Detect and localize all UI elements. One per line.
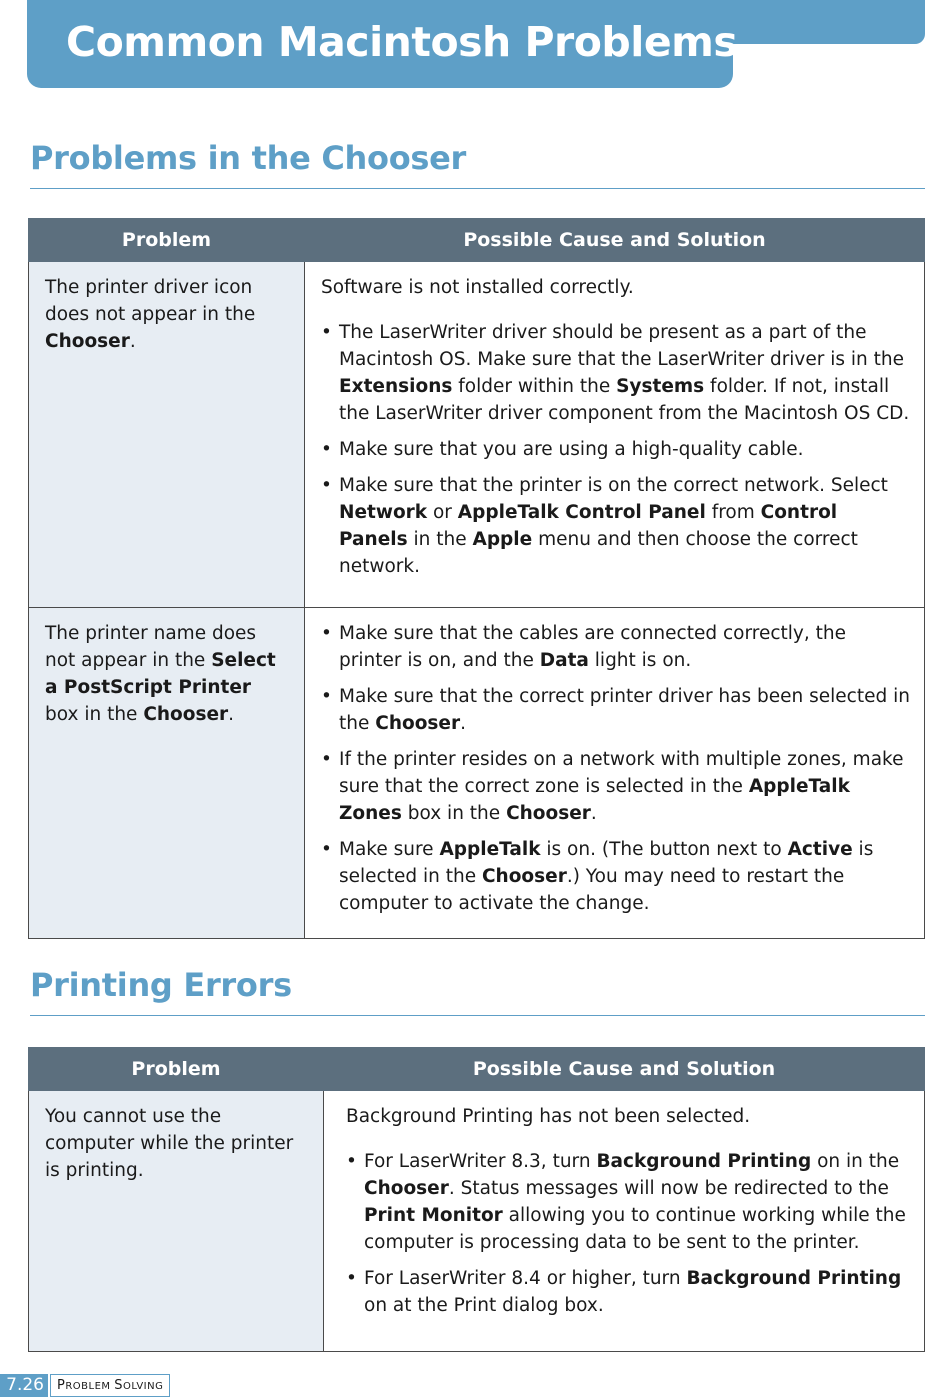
text-run: in the (407, 529, 473, 550)
chapter-initial: P (57, 1378, 66, 1393)
solution-column-header: Possible Cause and Solution (305, 219, 925, 262)
text-run: The LaserWriter driver should be present as a part of the Macintosh OS. Make sure that the LaserWriter driver is in the (339, 322, 905, 370)
emphasized-term: AppleTalk Zones (339, 776, 850, 824)
text-run: from (705, 502, 761, 523)
text-run: .) You may need to restart the computer to activate the change. (339, 866, 845, 914)
emphasized-term: Data (539, 650, 589, 671)
problem-column-header: Problem (29, 219, 305, 262)
table-row (29, 262, 925, 608)
section-title-chooser: Problems in the Chooser (30, 139, 467, 177)
emphasized-term: AppleTalk Control Panel (457, 502, 706, 523)
emphasized-term: Systems (616, 376, 705, 397)
text-run: Make sure that the printer is on the correct network. Select (339, 475, 888, 496)
emphasized-term: Chooser (45, 331, 130, 352)
cause-text: Software is not installed correctly. (321, 277, 634, 298)
section-divider (30, 188, 925, 189)
emphasized-term: Chooser (481, 866, 567, 887)
list-item (321, 683, 910, 737)
chooser-problems-table (28, 218, 925, 939)
emphasized-term: Chooser (364, 1178, 449, 1199)
text-run: on at the Print dialog box. (364, 1295, 604, 1316)
list-item (321, 319, 910, 427)
emphasized-term: Network (339, 502, 428, 523)
printing-errors-table (28, 1047, 925, 1352)
emphasized-term: Control Panels (339, 502, 838, 550)
problem-cell (29, 1091, 324, 1352)
chapter-rest: ROBLEM (65, 1381, 115, 1392)
emphasized-term: AppleTalk (439, 839, 541, 860)
text-run: The printer name does not appear in the (45, 623, 257, 671)
list-item (321, 472, 910, 580)
emphasized-term: Active (787, 839, 853, 860)
solution-cell (305, 262, 925, 608)
list-item (346, 1148, 910, 1256)
page-title: Common Macintosh Problems (66, 18, 738, 66)
solution-cell (305, 608, 925, 939)
emphasized-term: Chooser (375, 713, 461, 734)
table-row (29, 608, 925, 939)
list-item (321, 436, 910, 463)
solution-list (321, 319, 910, 580)
emphasized-term: Print Monitor (364, 1205, 503, 1226)
text-run: light is on. (588, 650, 692, 671)
text-run: . (590, 803, 597, 824)
text-run: For LaserWriter 8.3, turn (364, 1151, 597, 1172)
chapter-initial: S (114, 1378, 123, 1393)
text-run: . Status messages will now be redirected to the (448, 1178, 889, 1199)
text-run: Make sure (339, 839, 440, 860)
solution-list (346, 1148, 910, 1319)
text-run: folder within the (452, 376, 617, 397)
text-run: allowing you to continue working while the computer is processing data to be sent to the printer. (364, 1205, 906, 1253)
list-item (321, 746, 910, 827)
text-run: You cannot use the computer while the printer is printing. (45, 1106, 294, 1181)
text-run: Make sure that the cables are connected correctly, the printer is on, and the (339, 623, 846, 671)
text-run: . (228, 704, 235, 725)
list-item (321, 620, 910, 674)
emphasized-term: Select a PostScript Printer (45, 650, 276, 698)
problem-cell (29, 608, 305, 939)
text-run: or (427, 502, 458, 523)
emphasized-term: Background Printing (596, 1151, 812, 1172)
problem-cell (29, 262, 305, 608)
chapter-rest: OLVING (123, 1381, 164, 1392)
list-item (321, 836, 910, 917)
text-run: is on. (The button next to (540, 839, 788, 860)
text-run: menu and then choose the correct network. (339, 529, 858, 577)
table-row (29, 1091, 925, 1352)
text-run: Make sure that the correct printer driver has been selected in the (339, 686, 910, 734)
problem-column-header: Problem (29, 1048, 324, 1091)
solution-list (321, 620, 910, 917)
emphasized-term: Extensions (339, 376, 453, 397)
chapter-label (50, 1374, 170, 1397)
text-run: is selected in the (339, 839, 874, 887)
cause-text: Background Printing has not been selected. (346, 1106, 751, 1127)
text-run: The printer driver icon does not appear in the (45, 277, 256, 325)
text-run: For LaserWriter 8.4 or higher, turn (364, 1268, 687, 1289)
list-item (346, 1265, 910, 1319)
solution-column-header: Possible Cause and Solution (324, 1048, 925, 1091)
text-run: on in the (811, 1151, 900, 1172)
section-title-printing-errors: Printing Errors (30, 966, 292, 1004)
text-run: box in the (401, 803, 507, 824)
emphasized-term: Background Printing (686, 1268, 902, 1289)
emphasized-term: Apple (472, 529, 533, 550)
text-run: folder. If not, install the LaserWriter driver component from the Macintosh OS CD. (339, 376, 910, 424)
text-run: . (129, 331, 136, 352)
text-run: If the printer resides on a network with multiple zones, make sure that the correct zone is selected in the (339, 749, 904, 797)
text-run: . (460, 713, 466, 734)
section-divider (30, 1015, 925, 1016)
emphasized-term: Chooser (506, 803, 591, 824)
solution-cell (324, 1091, 925, 1352)
text-run: box in the (45, 704, 144, 725)
page-number: 7.26 (0, 1374, 48, 1397)
emphasized-term: Chooser (143, 704, 229, 725)
text-run: Make sure that you are using a high-quality cable. (339, 439, 804, 460)
